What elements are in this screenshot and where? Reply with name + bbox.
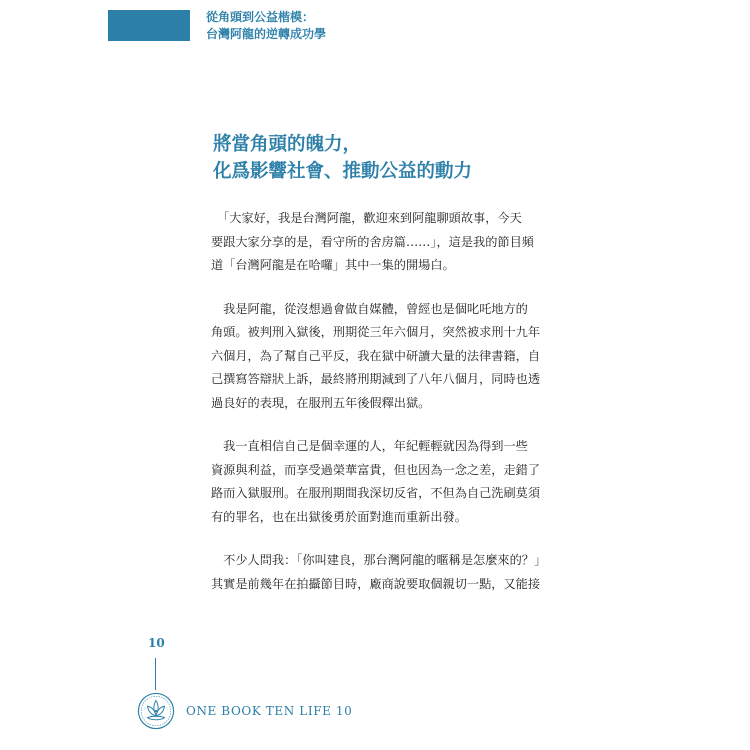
text-line: 六個月，為了幫自己平反，我在獄中研讀大量的法律書籍，自 <box>211 348 541 363</box>
text-line: 我是阿龍，從沒想過會做自媒體，曾經也是個叱吒地方的 <box>211 301 528 316</box>
text-line: 我一直相信自己是個幸運的人，年紀輕輕就因為得到一些 <box>211 439 528 453</box>
text-line: 不少人問我：「你叫建良，那台灣阿龍的暱稱是怎麼來的？」 <box>211 553 547 567</box>
body-text <box>211 207 583 616</box>
running-header-line-1: 從角頭到公益楷模： <box>206 10 315 24</box>
body-paragraph <box>211 549 583 596</box>
text-line: 「大家好，我是台灣阿龍，歡迎來到阿龍聊頭故事，今天 <box>211 211 522 225</box>
text-line: 其實是前幾年在拍攝節目時，廠商說要取個親切一點，又能接 <box>211 576 541 591</box>
lotus-emblem-icon <box>137 692 175 730</box>
chapter-title-line-1: 將當角頭的魄力， <box>213 134 362 155</box>
text-line: 道「台灣阿龍是在哈囉」其中一集的開場白。 <box>211 258 455 272</box>
header-color-block <box>108 10 190 41</box>
chapter-title-line-2: 化爲影響社會、推動公益的動力 <box>213 161 473 182</box>
series-title: ONE BOOK TEN LIFE 10 <box>186 704 353 718</box>
text-line: 過良好的表現，在服刑五年後假釋出獄。 <box>211 395 431 410</box>
text-line: 路而入獄服刑。在服刑期間我深切反省，不但為自己洗刷莫須 <box>211 486 541 500</box>
running-header-line-2: 台灣阿龍的逆轉成功學 <box>206 27 327 41</box>
chapter-title <box>213 131 472 185</box>
text-line: 己撰寫答辯狀上訴，最終將刑期減到了八年八個月，同時也透 <box>211 372 541 386</box>
page-number: 10 <box>148 636 165 650</box>
body-paragraph <box>211 207 583 278</box>
text-line: 有的罪名，也在出獄後勇於面對進而重新出發。 <box>211 509 467 524</box>
body-paragraph <box>211 435 583 529</box>
body-paragraph <box>211 298 583 416</box>
text-line: 要跟大家分享的是，看守所的舍房篇……」，這是我的節目頻 <box>211 234 534 249</box>
text-line: 資源與利益，而享受過榮華富貴，但也因為一念之差，走錯了 <box>211 462 541 477</box>
running-header <box>206 9 326 43</box>
text-line: 角頭。被判刑入獄後，刑期從三年六個月，突然被求刑十九年 <box>211 325 541 339</box>
footer-divider-line <box>155 658 156 690</box>
